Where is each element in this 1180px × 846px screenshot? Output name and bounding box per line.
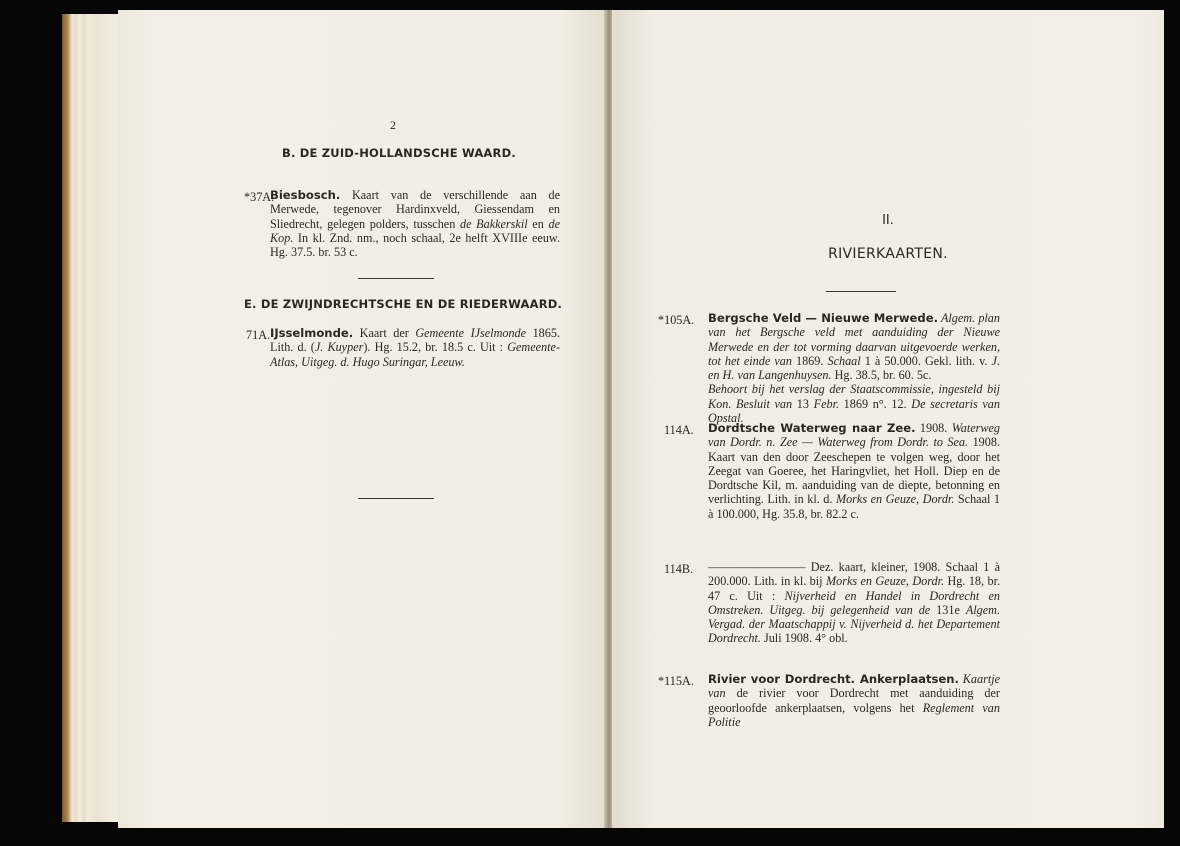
entry-number: *37A.	[244, 190, 275, 204]
left-page	[118, 10, 606, 828]
entry-number: 71A.	[246, 328, 271, 342]
entry-biesbosch: Biesbosch. Kaart van de verschillende aan de Merwede, tegenover Hardinxveld, Giessendam en Sliedrecht, gelegen polders, tusschen de Bakkerskil en de Kop. In kl. Znd. nm., noch schaal, 2e helft XVIIIe eeuw. Hg. 37.5. br. 53 c.	[270, 188, 560, 260]
entry-number: 114A.	[664, 423, 694, 437]
entry-title: Dordtsche Waterweg naar Zee.	[708, 421, 916, 435]
book-page-edges	[62, 14, 122, 822]
entry-title: Bergsche Veld — Nieuwe Merwede.	[708, 311, 938, 325]
page-number: 2	[390, 118, 396, 132]
entry-number: *115A.	[658, 674, 694, 688]
entry-title: Rivier voor Dordrecht. Ankerplaatsen.	[708, 672, 959, 686]
entry-bergsche-veld: Bergsche Veld — Nieuwe Merwede. Algem. plan van het Bergsche veld met aanduiding der Nieuwe Merwede en der tot vorming daarvan uitgevoerde werken, tot het einde van 1869. Schaal 1 à 50.000. Gekl. lith. v. J. en H. van Langenhuysen. Hg. 38.5, br. 60. 5c. Behoort bij het verslag der Staatscommissie, ingesteld bij Kon. Besluit van 13 Febr. 1869 n°. 12. De secretaris van Opstal.	[708, 311, 1001, 426]
entry-title: IJsselmonde.	[270, 326, 354, 340]
section-b-heading: B. DE ZUID-HOLLANDSCHE WAARD.	[282, 146, 516, 160]
entry-title: Biesbosch.	[270, 188, 341, 202]
right-page	[612, 10, 1164, 828]
bleed-through-shadow	[248, 242, 272, 288]
chapter-title: RIVIERKAARTEN.	[828, 246, 948, 262]
section-divider	[358, 278, 434, 279]
end-divider	[358, 498, 434, 499]
section-e-heading: E. DE ZWIJNDRECHTSCHE EN DE RIEDERWAARD.	[244, 297, 563, 311]
entry-number: *105A.	[658, 313, 695, 327]
entry-dez-kaart: ———————— Dez. kaart, kleiner, 1908. Schaal 1 à 200.000. Lith. in kl. bij Morks en Geuze, Dordr. Hg. 18, br. 47 c. Uit : Nijverheid en Handel in Dordrecht en Omstreken. Uitgeg. bij gelegenheid van de 131e Algem. Vergad. der Maatschappij v. Nijverheid d. het Departement Dordrecht. Juli 1908. 4° obl.	[708, 560, 1001, 646]
chapter-number: II.	[882, 213, 894, 228]
entry-dordtsche-waterweg: Dordtsche Waterweg naar Zee. 1908. Waterweg van Dordr. n. Zee — Waterweg from Dordr. to Sea. 1908. Kaart van den door Zeeschepen te volgen weg, door het Zeegat van Goeree, het Haringvliet, het Holl. Diep en de Dordtsche Kil, m. aanduiding van de diepte, betonning en verlichting. Lith. in kl. d. Morks en Geuze, Dordr. Schaal 1 à 100.000, Hg. 35.8, br. 82.2 c.	[708, 421, 1001, 521]
chapter-divider	[826, 291, 896, 292]
entry-ijsselmonde: IJsselmonde. Kaart der Gemeente IJselmonde 1865. Lith. d. (J. Kuyper). Hg. 15.2, br. 18.5 c. Uit : Gemeente-Atlas, Uitgeg. d. Hugo Suringar, Leeuw.	[270, 326, 560, 369]
entry-number: 114B.	[664, 562, 694, 576]
repeat-dash: ————————	[708, 560, 806, 574]
entry-rivier-voor-dordrecht: Rivier voor Dordrecht. Ankerplaatsen. Kaartje van de rivier voor Dordrecht met aanduiding der geoorloofde ankerplaatsen, volgens het Reglement van Politie	[708, 672, 1000, 729]
